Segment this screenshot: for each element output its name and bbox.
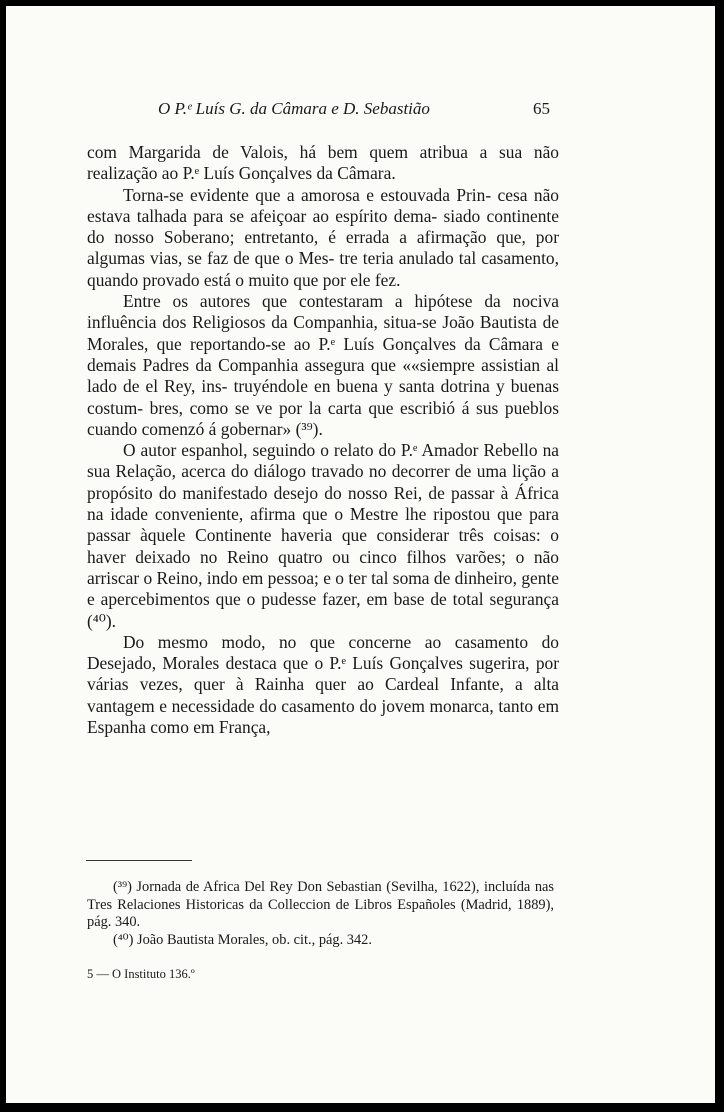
paragraph <box>87 291 559 440</box>
text-line: O autor espanhol, seguindo o relato do P.ᵉ Amador <box>123 440 479 461</box>
paragraph <box>87 142 559 185</box>
body-text <box>87 142 559 738</box>
text-line: siado continente do nosso Soberano; entretanto, é errada <box>87 205 559 248</box>
text-line: realização ao P.ᵉ Luís Gonçalves da Câmara. <box>87 163 396 184</box>
page-number: 65 <box>533 99 550 118</box>
text-line: tre teria anulado tal casamento, quando provado está <box>87 248 559 290</box>
text-line: afirma que o Mestre lhe ripostou que para passar àquele <box>87 504 559 546</box>
footnote <box>87 932 554 950</box>
paragraph <box>87 440 559 632</box>
text-line: dinheiro, gente e apercebimentos que o pudesse fazer, <box>87 567 559 610</box>
text-line: João Bautista de Morales, que reportando-se ao P.ᵉ Luís <box>87 312 560 354</box>
running-title: O P.ᵉ Luís G. da Câmara e D. Sebastião <box>158 99 430 118</box>
text-line: Desejado, Morales destaca que o P.ᵉ Luís Gonçalves <box>87 653 463 674</box>
printer-signature-mark: 5 — O Instituto 136.º <box>87 967 195 981</box>
footnote-line: (³⁹) Jornada de Africa Del Rey Don Sebastian (Sevilha, <box>113 879 438 895</box>
paragraph <box>87 185 559 291</box>
text-line: Torna-se evidente que a amorosa e estouvada Prin- <box>123 184 492 205</box>
text-line: deixado no Reino quatro ou cinco filhos varões; o não <box>135 546 559 567</box>
text-line: Rebello na sua Relação, acerca do diálogo travado no <box>87 440 559 482</box>
footnote-line: Libros Españoles (Madrid, 1889), pág. 340. <box>87 896 554 931</box>
text-line: a afirmação que, por algumas vias, se faz de que o Mes- <box>87 227 559 269</box>
text-line: Gonçalves da Câmara e demais Padres da Companhia <box>87 333 559 375</box>
text-line: sugerira, por várias vezes, quer à Rainha quer ao Cardeal <box>87 653 559 695</box>
text-line: cesa não estava talhada para se afeiçoar ao espírito dema- <box>87 184 559 226</box>
text-line: em base de total segurança (⁴⁰). <box>87 589 559 631</box>
text-line: do nosso Rei, de passar à África na idade conveniente, <box>87 482 559 525</box>
text-line: jovem monarca, tanto em Espanha como em França, <box>87 695 559 738</box>
text-line: arriscar o Reino, indo em pessoa; e o ter tal soma de <box>87 567 451 588</box>
text-line: truyéndole en buena y santa dotrina y buenas costum- <box>87 376 559 418</box>
text-line: assegura que ««siempre assistian al lado de el Rey, ins- <box>87 354 559 397</box>
text-line: decorrer de uma lição a propósito do manifestado desejo <box>87 461 559 503</box>
text-line: bres, como se ve por la carta que escribió á sus pueblos <box>149 397 559 418</box>
text-line: Continente haveria que considerar três coisas: o haver <box>87 525 559 567</box>
text-line: Entre os autores que contestaram a hipótese da <box>123 291 501 312</box>
running-header <box>158 99 550 121</box>
text-line: cuando comenzó á gobernar» (³⁹). <box>87 418 323 439</box>
text-line: nociva influência dos Religiosos da Companhia, situa-se <box>87 291 559 333</box>
footnotes <box>87 879 554 949</box>
footnote-line: (⁴⁰) João Bautista Morales, ob. cit., pág. 342. <box>113 931 372 948</box>
text-line: Infante, a alta vantagem e necessidade do casamento do <box>87 674 559 716</box>
text-line: Do mesmo modo, no que concerne ao casamento do <box>123 631 559 652</box>
footnote-separator <box>86 860 192 861</box>
book-page <box>6 6 715 1103</box>
text-line: com Margarida de Valois, há bem quem atribua a sua não <box>87 142 559 162</box>
footnote-line: 1622), incluída nas Tres Relaciones Historicas da Colleccion de <box>87 879 554 913</box>
text-line: o muito que por ele fez. <box>235 269 401 290</box>
footnote <box>87 879 554 932</box>
paragraph <box>87 632 559 738</box>
